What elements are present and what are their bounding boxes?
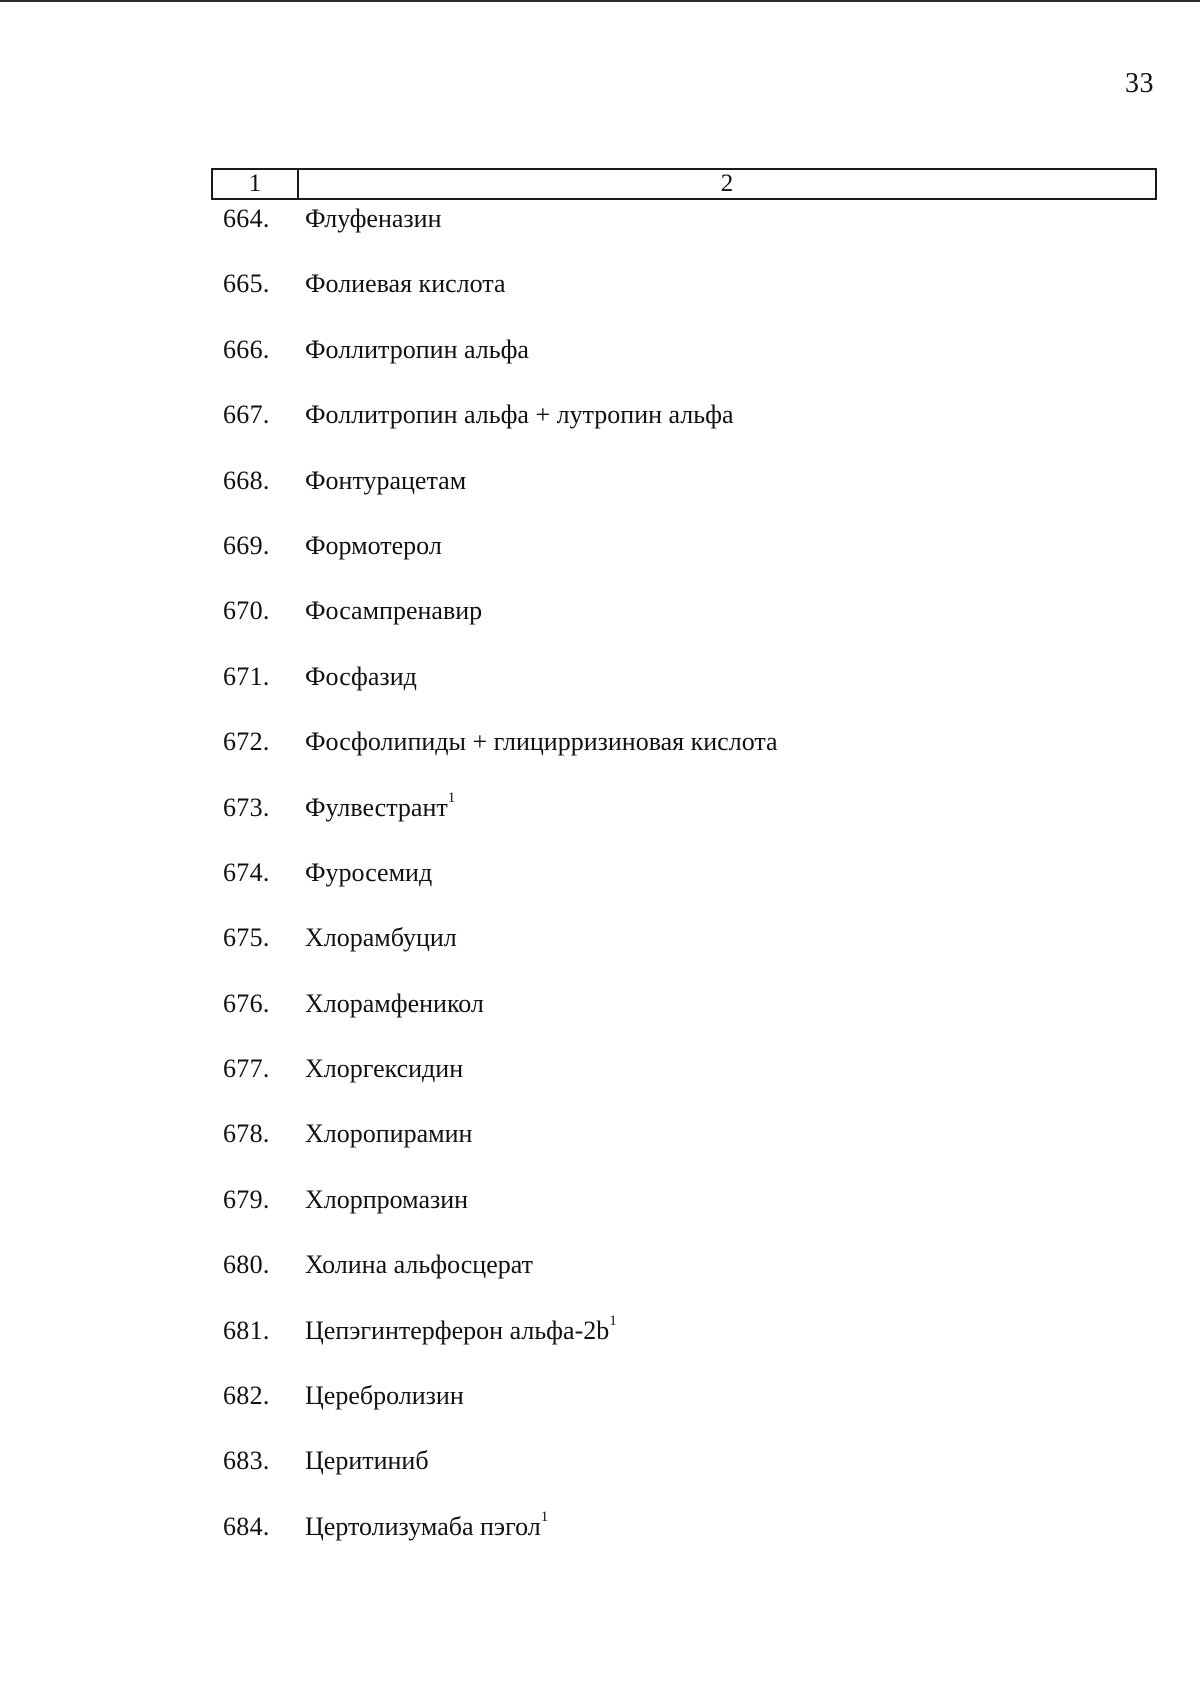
drug-name-text: Хлорамфеникол — [305, 988, 484, 1018]
drug-name — [305, 789, 456, 823]
row-number: 669. — [223, 530, 270, 560]
drug-name — [305, 335, 529, 365]
row-number: 676. — [223, 988, 270, 1018]
drug-name-text: Фонтурацетам — [305, 465, 467, 495]
row-number: 673. — [223, 792, 270, 822]
row-number: 671. — [223, 661, 270, 691]
drug-name-text: Фосфазид — [305, 661, 417, 691]
row-number: 664. — [223, 204, 270, 233]
table-row — [211, 1312, 1157, 1377]
drug-name-text: Фулвестрант — [305, 792, 448, 822]
drug-name-text: Хлоргексидин — [305, 1054, 464, 1084]
row-number: 668. — [223, 465, 270, 495]
table-header-row — [211, 168, 1157, 200]
drug-name-text: Цертолизумаба пэгол — [305, 1511, 541, 1541]
drug-name — [305, 662, 417, 692]
drug-name-text: Фоллитропин альфа — [305, 334, 529, 364]
drug-name-text: Фосфолипиды + глицирризиновая кислота — [305, 727, 778, 757]
drug-name — [305, 1119, 472, 1149]
drug-name — [305, 989, 484, 1019]
footnote-marker: 1 — [609, 1312, 617, 1329]
drug-name — [305, 400, 734, 430]
footnote-marker: 1 — [540, 1509, 549, 1526]
drug-name — [305, 1185, 468, 1215]
drug-name — [305, 1054, 463, 1084]
drug-name — [305, 269, 506, 299]
drug-name — [305, 204, 442, 234]
drug-name-text: Фоллитропин альфа + лутропин альфа — [305, 400, 734, 430]
drug-name-text: Цепэгинтерферон альфа-2b — [305, 1315, 610, 1345]
drug-name — [305, 727, 778, 757]
table-row — [211, 658, 1157, 723]
row-number: 677. — [223, 1054, 270, 1084]
table-header-cell-2: 2 — [720, 170, 734, 197]
table-row — [211, 985, 1157, 1050]
drug-name-text: Хлоропирамин — [305, 1119, 473, 1149]
table-row — [211, 527, 1157, 592]
drug-name — [305, 923, 457, 953]
row-number: 680. — [223, 1250, 270, 1280]
table-row — [211, 854, 1157, 919]
drug-name-text: Формотерол — [305, 530, 442, 560]
drug-name — [305, 531, 442, 561]
table-row — [211, 331, 1157, 396]
table-row — [211, 1442, 1157, 1507]
drug-name-text: Церебролизин — [305, 1381, 464, 1411]
drug-name — [305, 1312, 617, 1346]
table-row — [211, 789, 1157, 854]
drug-name — [305, 1509, 549, 1542]
drug-name — [305, 596, 482, 626]
row-number: 670. — [223, 596, 270, 626]
drug-name-text: Хлорпромазин — [305, 1184, 469, 1214]
table-row — [211, 723, 1157, 788]
table-row — [211, 1181, 1157, 1246]
row-number: 667. — [223, 400, 270, 430]
drug-list — [211, 200, 1157, 1573]
row-number: 681. — [223, 1315, 270, 1345]
table-row — [211, 1115, 1157, 1180]
row-number: 682. — [223, 1381, 270, 1411]
drug-name — [305, 858, 432, 888]
drug-name-text: Холина альфосцерат — [305, 1250, 533, 1280]
table-row — [211, 1050, 1157, 1115]
table-row — [211, 592, 1157, 657]
row-number: 666. — [223, 334, 270, 364]
row-number: 672. — [223, 727, 270, 757]
drug-name-text: Фосампренавир — [305, 596, 483, 626]
row-number: 678. — [223, 1119, 270, 1149]
row-number: 674. — [223, 857, 270, 887]
row-number: 679. — [223, 1184, 270, 1214]
drug-name-text: Фуросемид — [305, 857, 433, 887]
row-number: 684. — [223, 1511, 270, 1541]
table-row — [211, 265, 1157, 330]
drug-name-text: Флуфеназин — [305, 204, 442, 233]
table-row — [211, 200, 1157, 265]
drug-name — [305, 1250, 533, 1280]
table-row — [211, 1377, 1157, 1442]
table-row — [211, 1246, 1157, 1311]
page-number: 33 — [1125, 68, 1154, 99]
drug-name-text: Фолиевая кислота — [305, 269, 506, 299]
drug-name — [305, 466, 466, 496]
drug-name-text: Хлорамбуцил — [305, 923, 457, 953]
table-header-cell-1: 1 — [213, 170, 299, 198]
footnote-marker: 1 — [447, 789, 456, 806]
table-row — [211, 462, 1157, 527]
row-number: 683. — [223, 1446, 270, 1476]
table-row — [211, 396, 1157, 461]
table-row — [211, 919, 1157, 984]
drug-name — [305, 1446, 429, 1476]
drug-name-text: Церитиниб — [305, 1446, 429, 1476]
row-number: 675. — [223, 923, 270, 953]
drug-name — [305, 1381, 464, 1411]
row-number: 665. — [223, 269, 270, 299]
table-row — [211, 1508, 1157, 1573]
page-top-border — [0, 0, 1200, 2]
